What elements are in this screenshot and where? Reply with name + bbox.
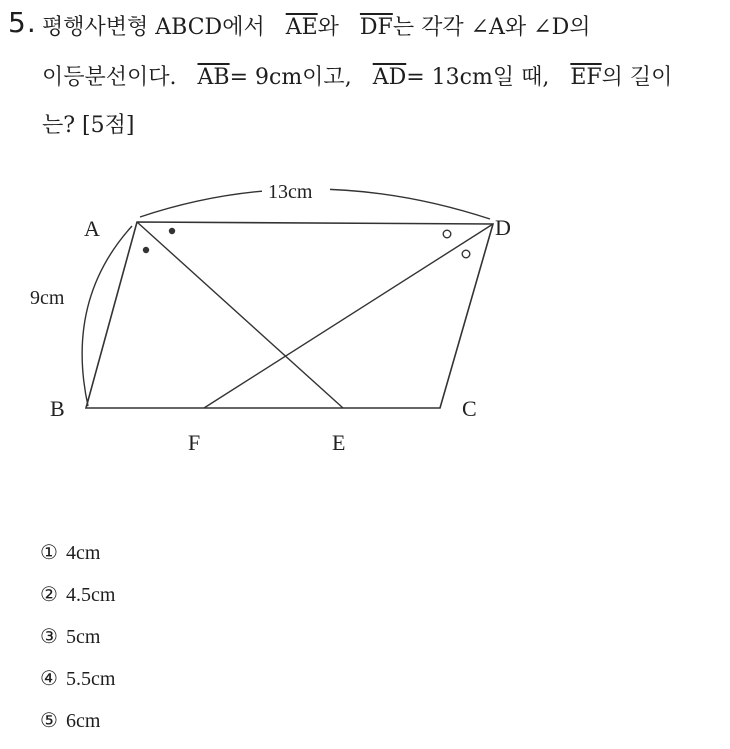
line1-text-b: 와	[317, 15, 339, 40]
answer-options	[40, 538, 115, 748]
question-line-3: 는? [5점]	[42, 113, 135, 138]
line2-text-d: 의 길이	[601, 65, 673, 90]
line2-text-b: = 9cm이고,	[229, 65, 352, 90]
vertex-label-a: A	[84, 216, 100, 241]
angle-mark-a1	[169, 228, 175, 234]
label-ad-length: 13cm	[268, 181, 313, 203]
option-5-text: 6cm	[66, 710, 101, 732]
option-5-number: ⑤	[40, 710, 58, 732]
bisector-ae	[137, 222, 343, 408]
line1-text-c: 는 각각 ∠A와 ∠D의	[392, 15, 591, 40]
angle-mark-a2	[143, 247, 149, 253]
segment-ae: $\overline{AE}$	[285, 15, 318, 40]
segment-ab: $\overline{AB}$	[197, 65, 230, 90]
option-3-text: 5cm	[66, 626, 101, 648]
bisector-df	[204, 224, 493, 408]
option-3[interactable]	[40, 622, 115, 664]
segment-ef: $\overline{EF}$	[570, 65, 602, 90]
segment-ad: $\overline{AD}$	[372, 65, 407, 90]
option-5[interactable]	[40, 706, 115, 748]
angle-mark-d2	[462, 250, 470, 258]
point-label-f: F	[188, 430, 201, 455]
segment-df: $\overline{DF}$	[359, 15, 393, 40]
line2-text-a: 이등분선이다.	[42, 65, 177, 90]
label-ab-length: 9cm	[30, 287, 65, 309]
vertex-label-c: C	[462, 396, 477, 421]
option-1[interactable]	[40, 538, 115, 580]
option-1-text: 4cm	[66, 542, 101, 564]
option-4-number: ④	[40, 668, 58, 690]
line2-text-c: = 13cm일 때,	[406, 65, 550, 90]
arc-ab	[82, 226, 132, 406]
vertex-label-b: B	[50, 396, 65, 421]
angle-mark-d1	[443, 230, 451, 238]
option-2-number: ②	[40, 584, 58, 606]
option-2[interactable]	[40, 580, 115, 622]
option-4-text: 5.5cm	[66, 668, 116, 690]
question-number: 5.	[8, 6, 37, 39]
vertex-label-d: D	[495, 215, 511, 240]
option-1-number: ①	[40, 542, 58, 564]
option-4[interactable]	[40, 664, 115, 706]
line1-text-a: 평행사변형 ABCD에서	[42, 15, 265, 40]
option-2-text: 4.5cm	[66, 584, 116, 606]
point-label-e: E	[332, 430, 346, 455]
option-3-number: ③	[40, 626, 58, 648]
